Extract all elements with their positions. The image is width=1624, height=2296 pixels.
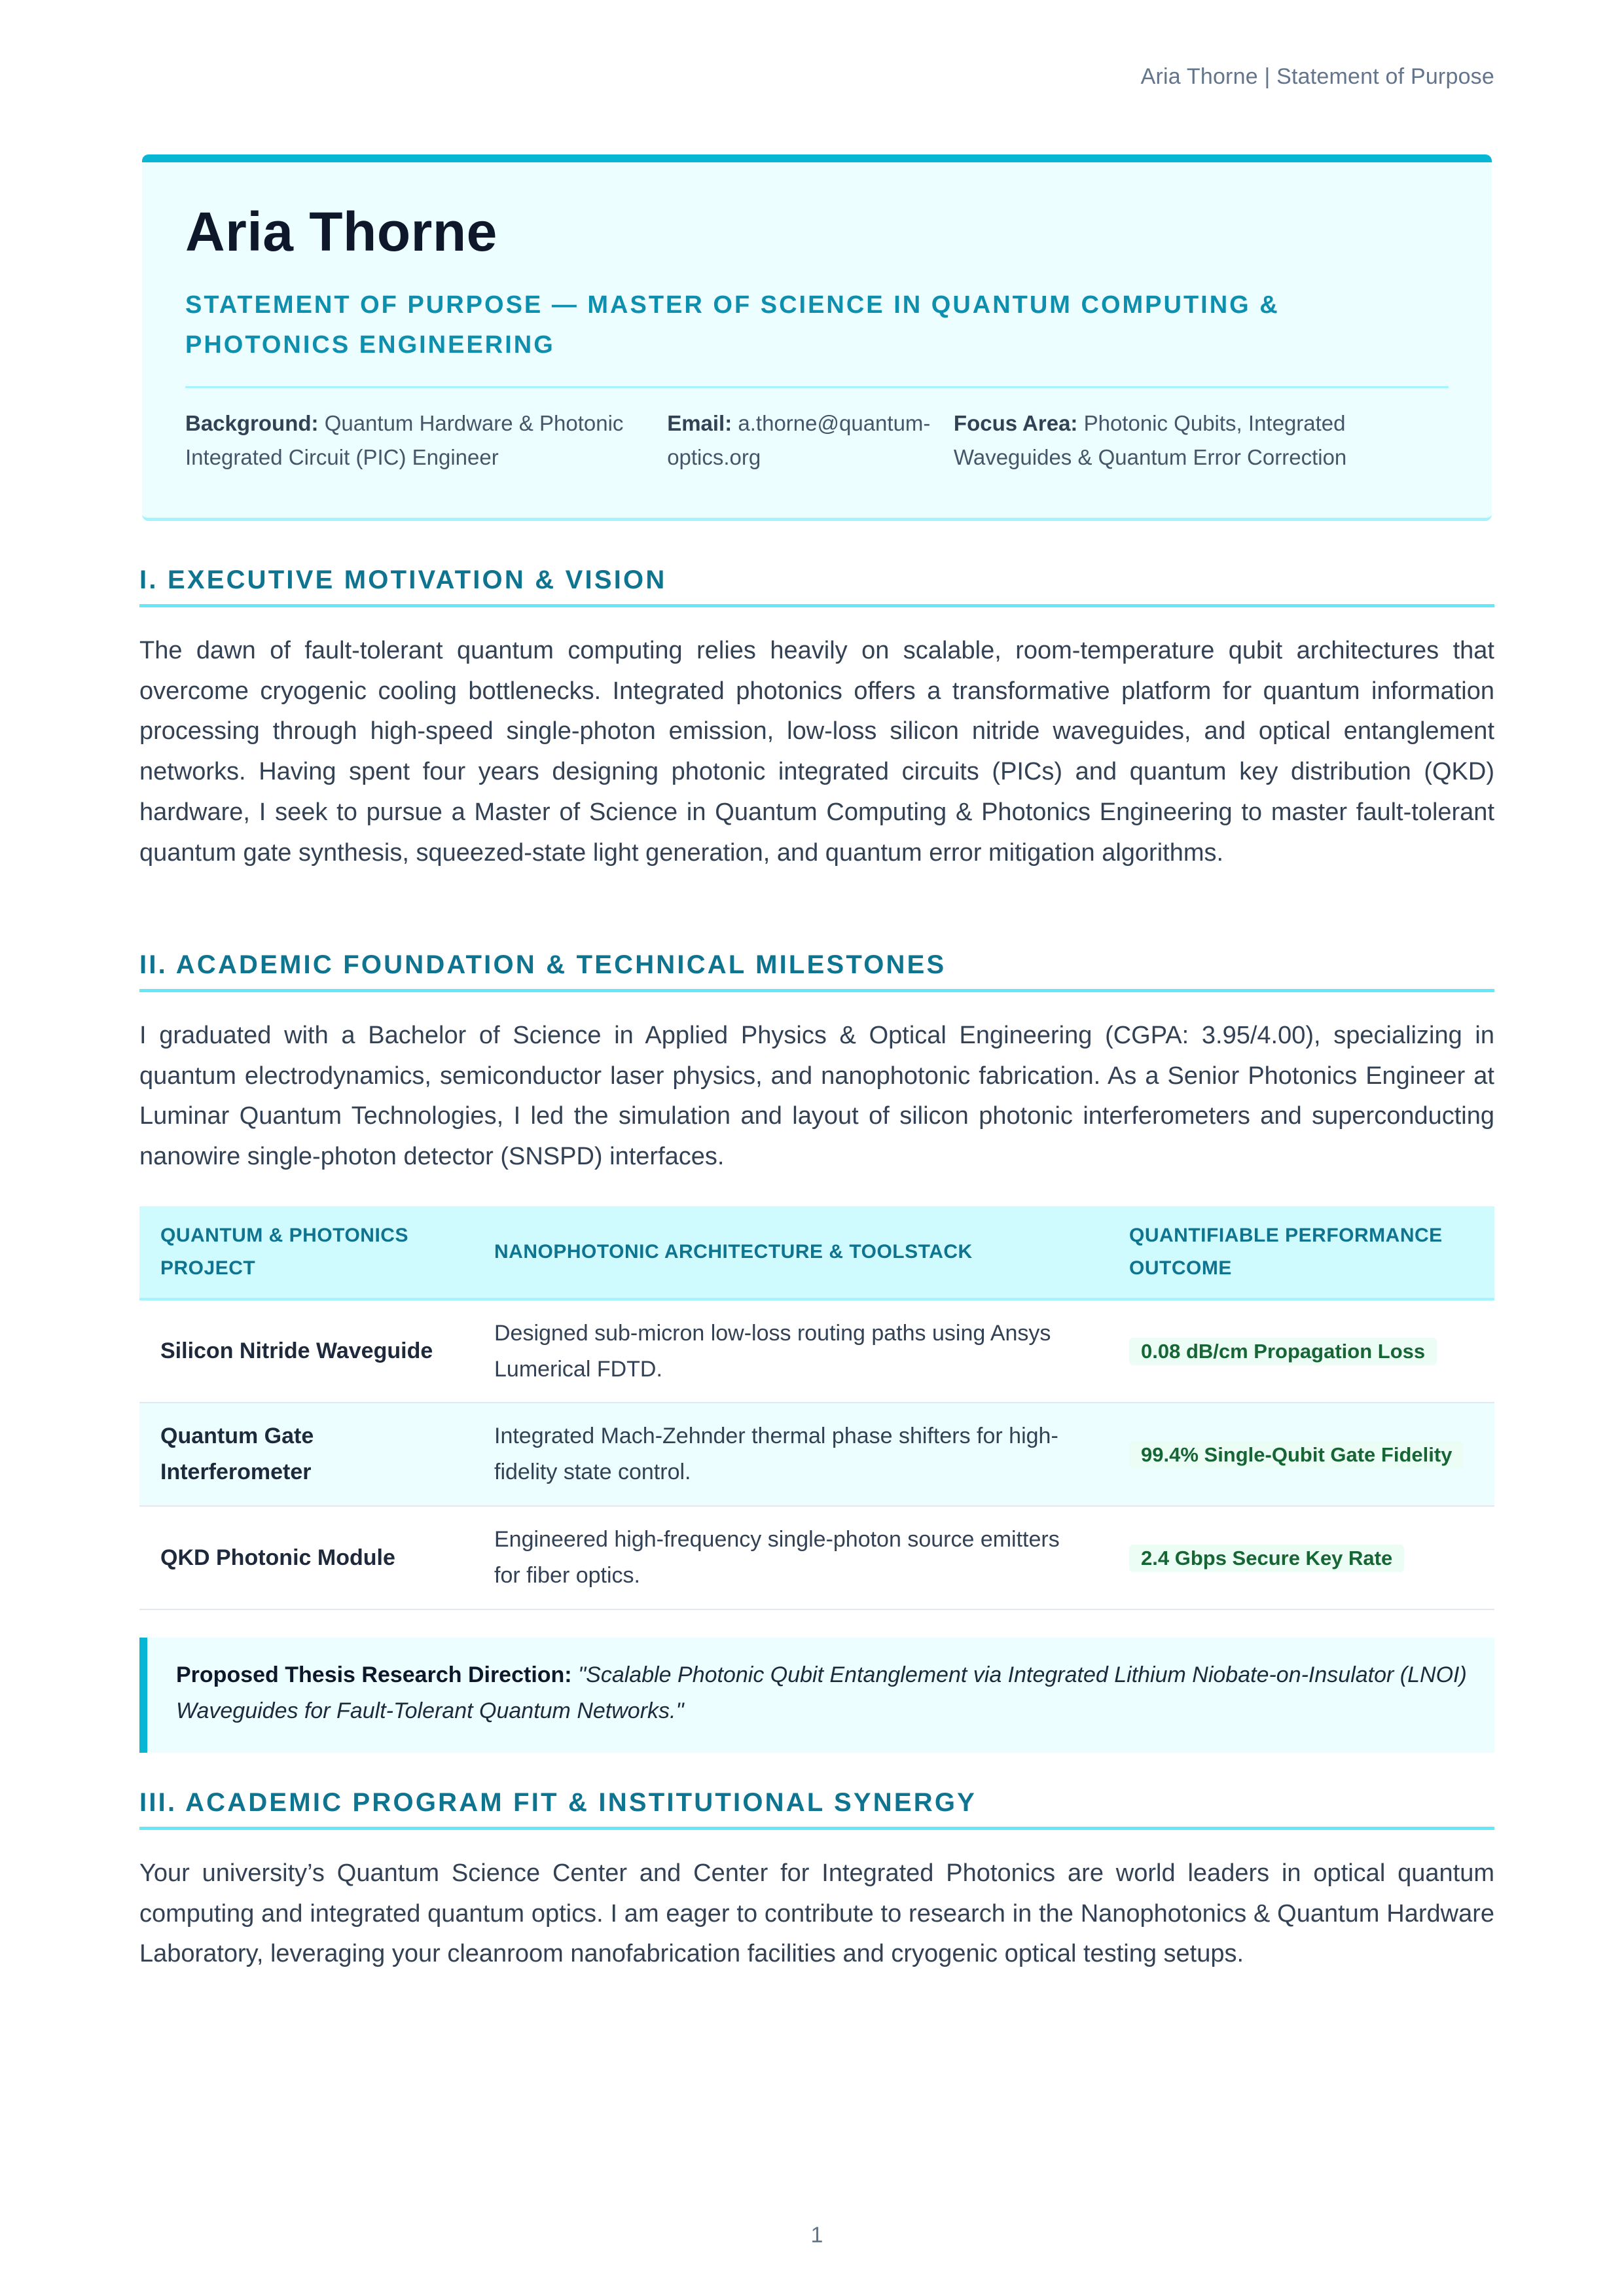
focus-label: Focus Area: — [953, 411, 1078, 436]
project-name: Quantum Gate Interferometer — [139, 1403, 473, 1506]
focus-value: Photonic Qubits, Integrated Waveguides & Quantum Error Correction — [953, 411, 1347, 470]
column-header-outcome: QUANTIFIABLE PERFORMANCE OUTCOME — [1108, 1206, 1494, 1299]
project-outcome-cell — [1108, 1299, 1494, 1403]
section-body-academic: I graduated with a Bachelor of Science in Applied Physics & Optical Engineering (CGPA: 3.95/4.00), specializing in quantum electrodynamics, semiconductor laser physics, and nanophotonic fabrication. As a Senior Photonics Engineer at Luminar Quantum Technologies, I led the simulation and layout of silicon photonic interferometers and superconducting nanowire single-photon detector (SNSPD) interfaces. — [139, 1022, 1494, 1171]
project-toolstack: Engineered high-frequency single-photon source emitters for fiber optics. — [473, 1506, 1108, 1609]
project-name: Silicon Nitride Waveguide — [139, 1299, 473, 1403]
section-body-motivation: The dawn of fault-tolerant quantum computing relies heavily on scalable, room-temperature qubit architectures that overcome cryogenic cooling bottlenecks. Integrated photonics offers a transformative platform for quantum information processing through high-speed single-photon emission, low-loss silicon nitride waveguides, and optical entanglement networks. Having spent four years designing photonic integrated circuits (PICs) and quantum key distribution (QKD) hardware, I seek to pursue a Master of Science in Quantum Computing & Photonics Engineering to master fault-tolerant quantum gate synthesis, squeezed-state light generation, and quantum error mitigation algorithms. — [139, 637, 1494, 867]
projects-table — [139, 1206, 1494, 1610]
document-page — [139, 0, 1494, 2296]
section-heading-program-fit: III. ACADEMIC PROGRAM FIT & INSTITUTIONAL SYNERGY — [139, 1788, 1494, 1830]
project-outcome-cell — [1108, 1506, 1494, 1609]
email-label: Email: — [667, 411, 732, 436]
email-info — [667, 406, 954, 475]
header-card — [142, 154, 1492, 521]
section-heading-motivation: I. EXECUTIVE MOTIVATION & VISION — [139, 565, 1494, 607]
page-number: 1 — [810, 2223, 823, 2248]
email-value: a.thorne@quantum-optics.org — [667, 411, 931, 470]
table-header-row — [139, 1206, 1494, 1299]
document-subtitle: STATEMENT OF PURPOSE — MASTER OF SCIENCE IN QUANTUM COMPUTING & PHOTONICS ENGINEERING — [185, 291, 1280, 359]
applicant-meta — [185, 406, 1449, 475]
focus-info — [954, 406, 1449, 475]
column-header-project: QUANTUM & PHOTONICS PROJECT — [139, 1206, 473, 1299]
section-heading-academic: II. ACADEMIC FOUNDATION & TECHNICAL MILESTONES — [139, 950, 1494, 992]
thesis-quote: "Scalable Photonic Qubit Entanglement via Integrated Lithium Niobate-on-Insulator (LNOI) Waveguides for Fault-Tolerant Quantum Networks." — [176, 1662, 1467, 1723]
background-value: Quantum Hardware & Photonic Integrated Circuit (PIC) Engineer — [185, 411, 624, 470]
thesis-callout — [139, 1638, 1494, 1753]
applicant-name: Aria Thorne — [185, 201, 497, 262]
project-name: QKD Photonic Module — [139, 1506, 473, 1609]
table-row — [139, 1506, 1494, 1609]
background-info — [185, 406, 667, 475]
running-header: Aria Thorne | Statement of Purpose — [1140, 64, 1494, 89]
background-label: Background: — [185, 411, 319, 436]
outcome-badge: 2.4 Gbps Secure Key Rate — [1129, 1545, 1404, 1572]
project-toolstack: Integrated Mach-Zehnder thermal phase shifters for high-fidelity state control. — [473, 1403, 1108, 1506]
outcome-badge: 99.4% Single-Qubit Gate Fidelity — [1129, 1441, 1464, 1469]
column-header-toolstack: NANOPHOTONIC ARCHITECTURE & TOOLSTACK — [473, 1206, 1108, 1299]
thesis-label: Proposed Thesis Research Direction: — [176, 1662, 572, 1687]
section-body-program-fit: Your university’s Quantum Science Center and Center for Integrated Photonics are world leaders in optical quantum computing and integrated quantum optics. I am eager to contribute to research in the Nanophotonics & Quantum Hardware Laboratory, leveraging your cleanroom nanofabrication facilities and cryogenic optical testing setups. — [139, 1859, 1494, 1968]
project-toolstack: Designed sub-micron low-loss routing paths using Ansys Lumerical FDTD. — [473, 1299, 1108, 1403]
project-outcome-cell — [1108, 1403, 1494, 1506]
header-divider — [185, 386, 1449, 388]
table-row — [139, 1403, 1494, 1506]
table-row — [139, 1299, 1494, 1403]
outcome-badge: 0.08 dB/cm Propagation Loss — [1129, 1338, 1437, 1365]
